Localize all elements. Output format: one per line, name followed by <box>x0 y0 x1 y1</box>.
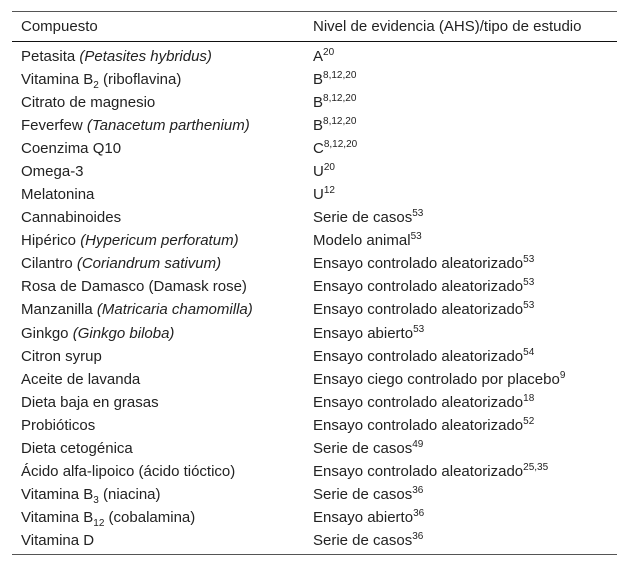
table-row <box>12 229 617 252</box>
table-row <box>12 483 617 506</box>
cell-evidencia <box>304 483 617 506</box>
compound-subscript: 12 <box>93 518 105 530</box>
cell-compuesto <box>12 137 304 160</box>
reference-superscript: 52 <box>523 415 535 427</box>
table-row <box>12 368 617 391</box>
cell-evidencia <box>304 275 617 298</box>
evidence-level: Ensayo controlado aleatorizado <box>313 393 524 411</box>
evidence-level: Ensayo controlado aleatorizado <box>313 278 524 296</box>
table-row <box>12 391 617 414</box>
compound-name: Vitamina B <box>21 486 94 504</box>
table-row <box>12 183 617 206</box>
table-row <box>12 206 617 229</box>
evidence-level: Ensayo controlado aleatorizado <box>313 416 524 434</box>
evidence-level: Ensayo controlado aleatorizado <box>313 255 524 273</box>
cell-evidencia <box>304 252 617 275</box>
cell-compuesto <box>12 68 304 91</box>
evidence-table <box>12 11 617 555</box>
cell-evidencia <box>304 229 617 252</box>
compound-name: Manzanilla <box>21 301 97 319</box>
evidence-level: Ensayo controlado aleatorizado <box>313 301 524 319</box>
header-row <box>12 12 617 42</box>
reference-superscript: 8,12,20 <box>323 92 357 104</box>
evidence-level: Ensayo controlado aleatorizado <box>313 347 524 365</box>
compound-subscript: 2 <box>93 79 99 91</box>
table-row <box>12 114 617 137</box>
cell-evidencia <box>304 368 617 391</box>
cell-compuesto <box>12 483 304 506</box>
cell-compuesto <box>12 160 304 183</box>
evidence-level: Ensayo ciego controlado por placebo <box>313 370 560 388</box>
table-row <box>12 68 617 91</box>
cell-compuesto <box>12 345 304 368</box>
table-row <box>12 345 617 368</box>
cell-evidencia <box>304 160 617 183</box>
cell-compuesto <box>12 506 304 529</box>
header-compuesto: Compuesto <box>21 18 98 35</box>
cell-compuesto <box>12 42 304 68</box>
evidence-level: Modelo animal <box>313 232 411 250</box>
table-row <box>12 322 617 345</box>
cell-evidencia <box>304 114 617 137</box>
compound-name: Vitamina B <box>21 509 94 527</box>
reference-superscript: 53 <box>523 300 535 312</box>
compound-name: Coenzima Q10 <box>21 139 122 157</box>
cell-compuesto <box>12 206 304 229</box>
cell-evidencia <box>304 391 617 414</box>
reference-superscript: 20 <box>323 161 335 173</box>
compound-scientific-name: (Hypericum perforatum) <box>80 232 239 250</box>
compound-scientific-name: (Matricaria chamomilla) <box>96 301 253 319</box>
reference-superscript: 8,12,20 <box>323 115 357 127</box>
evidence-level: U <box>313 186 324 204</box>
evidence-level: U <box>313 162 324 180</box>
reference-superscript: 9 <box>559 369 566 381</box>
compound-name: Hipérico <box>21 232 81 250</box>
table-row <box>12 298 617 321</box>
compound-name-suffix: (cobalamina) <box>104 509 196 527</box>
compound-name: Petasita <box>21 47 80 65</box>
reference-superscript: 53 <box>410 231 422 243</box>
reference-superscript: 53 <box>523 277 535 289</box>
cell-evidencia <box>304 322 617 345</box>
cell-compuesto <box>12 391 304 414</box>
evidence-level: B <box>313 116 324 134</box>
compound-name: Ácido alfa-lipoico (ácido tióctico) <box>21 463 236 481</box>
reference-superscript: 12 <box>323 185 335 197</box>
cell-compuesto <box>12 460 304 483</box>
compound-name: Feverfew <box>21 116 87 134</box>
compound-name: Vitamina D <box>21 532 95 550</box>
evidence-level: Serie de casos <box>313 532 413 550</box>
evidence-level: A <box>313 47 324 65</box>
cell-compuesto <box>12 91 304 114</box>
table-header <box>12 12 617 42</box>
evidence-level: Ensayo abierto <box>313 324 414 342</box>
cell-evidencia <box>304 298 617 321</box>
table-row <box>12 275 617 298</box>
table-body <box>12 42 617 555</box>
compound-name: Citron syrup <box>21 347 102 365</box>
cell-evidencia <box>304 345 617 368</box>
compound-scientific-name: (Ginkgo biloba) <box>72 324 175 342</box>
reference-superscript: 36 <box>412 485 424 497</box>
evidence-level: Serie de casos <box>313 209 413 227</box>
cell-compuesto <box>12 437 304 460</box>
table-row <box>12 91 617 114</box>
evidence-level: Serie de casos <box>313 440 413 458</box>
cell-evidencia <box>304 529 617 554</box>
cell-evidencia <box>304 506 617 529</box>
compound-name: Rosa de Damasco (Damask rose) <box>21 278 247 296</box>
compound-name: Citrato de magnesio <box>21 93 156 111</box>
reference-superscript: 36 <box>412 531 424 543</box>
reference-superscript: 53 <box>413 323 425 335</box>
table-row <box>12 160 617 183</box>
reference-superscript: 53 <box>523 254 535 266</box>
compound-name: Probióticos <box>21 416 96 434</box>
reference-superscript: 49 <box>412 439 424 451</box>
reference-superscript: 8,12,20 <box>323 138 358 150</box>
evidence-level: Ensayo abierto <box>313 509 414 527</box>
table-row <box>12 137 617 160</box>
cell-compuesto <box>12 183 304 206</box>
reference-superscript: 25,35 <box>523 462 549 474</box>
evidence-level: Serie de casos <box>313 486 413 504</box>
cell-evidencia <box>304 68 617 91</box>
cell-compuesto <box>12 252 304 275</box>
compound-name-suffix: (riboflavina) <box>98 70 182 88</box>
reference-superscript: 8,12,20 <box>323 69 357 81</box>
cell-compuesto <box>12 114 304 137</box>
compound-name: Dieta baja en grasas <box>21 393 159 411</box>
evidence-level: B <box>313 70 324 88</box>
compound-name: Cannabinoides <box>21 209 122 227</box>
reference-superscript: 54 <box>523 346 535 358</box>
cell-compuesto <box>12 298 304 321</box>
table-row <box>12 252 617 275</box>
compound-scientific-name: (Coriandrum sativum) <box>76 255 222 273</box>
cell-evidencia <box>304 460 617 483</box>
compound-name: Dieta cetogénica <box>21 440 133 458</box>
table-row <box>12 42 617 68</box>
header-nivel-evidencia: Nivel de evidencia (AHS)/tipo de estudio <box>313 18 582 35</box>
evidence-level: B <box>313 93 324 111</box>
cell-compuesto <box>12 414 304 437</box>
cell-evidencia <box>304 414 617 437</box>
cell-evidencia <box>304 206 617 229</box>
compound-name: Melatonina <box>21 186 95 204</box>
cell-evidencia <box>304 183 617 206</box>
table-row <box>12 437 617 460</box>
evidence-level: C <box>313 139 324 157</box>
cell-compuesto <box>12 529 304 554</box>
compound-subscript: 3 <box>93 495 99 507</box>
evidence-level: Ensayo controlado aleatorizado <box>313 463 524 481</box>
reference-superscript: 53 <box>412 208 424 220</box>
cell-evidencia <box>304 91 617 114</box>
cell-evidencia <box>304 137 617 160</box>
cell-compuesto <box>12 368 304 391</box>
compound-scientific-name: (Tanacetum parthenium) <box>86 116 250 134</box>
cell-compuesto <box>12 275 304 298</box>
cell-evidencia <box>304 42 617 68</box>
table-row <box>12 460 617 483</box>
table-row <box>12 529 617 554</box>
compound-name: Vitamina B <box>21 70 94 88</box>
reference-superscript: 36 <box>413 508 425 520</box>
cell-evidencia <box>304 437 617 460</box>
compound-name: Omega-3 <box>21 162 84 180</box>
compound-scientific-name: (Petasites hybridus) <box>79 47 212 65</box>
cell-compuesto <box>12 229 304 252</box>
compound-name: Aceite de lavanda <box>21 370 141 388</box>
cell-compuesto <box>12 322 304 345</box>
reference-superscript: 18 <box>523 392 535 404</box>
reference-superscript: 20 <box>323 46 335 58</box>
table-row <box>12 414 617 437</box>
compound-name-suffix: (niacina) <box>98 486 161 504</box>
compound-name: Cilantro <box>21 255 77 273</box>
table-row <box>12 506 617 529</box>
compound-name: Ginkgo <box>21 324 73 342</box>
